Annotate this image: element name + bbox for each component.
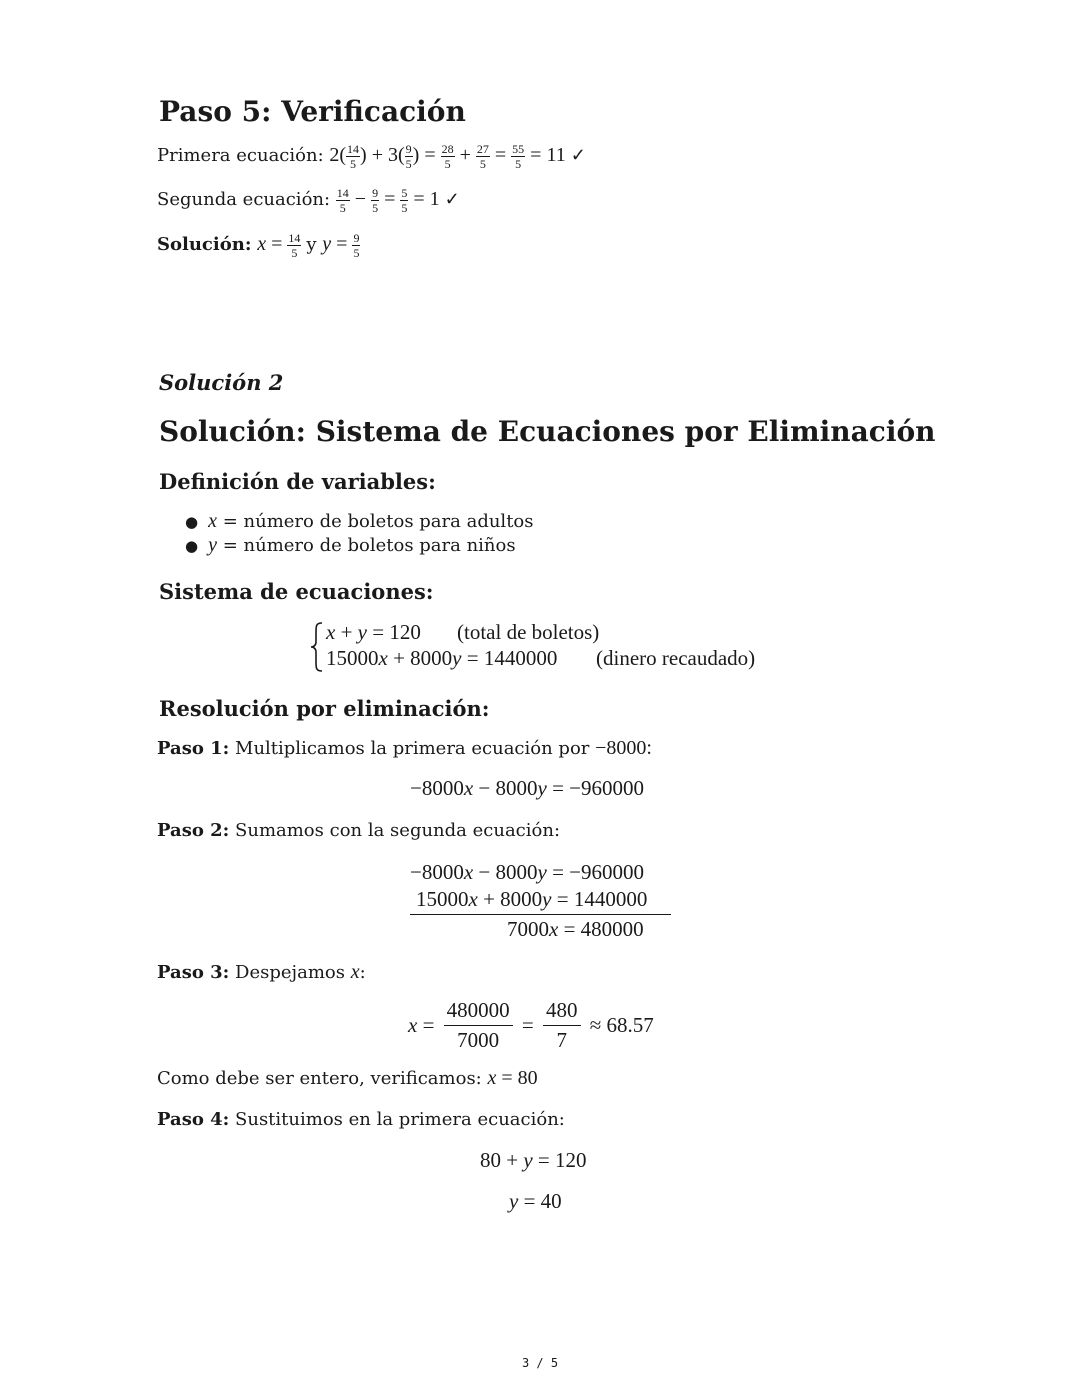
verificacion-segunda: Segunda ecuación: $\frac{14}{5}$ − $\frac{9}{5}$ = $\frac{5}{5}$ = 1 ✓ [157,186,460,215]
paso3-label: Paso 3: [157,962,230,983]
paso3: Paso 3: Despejamos x: [157,961,366,983]
paso5-heading: Paso 5: Verificación [159,95,466,128]
variable-list [185,510,534,558]
solucion-final: Solución: x = $\frac{14}{5}$ y y = $\frac{9}{5}$ [157,231,360,260]
paso2-label: Paso 2: [157,820,230,841]
list-item: ● y = número de boletos para niños [185,534,516,556]
ecuacion-paso4-2: y = 40 [509,1189,562,1213]
solucion-label: Solución: [157,234,252,256]
como-text: Como debe ser entero, verificamos: [157,1068,488,1089]
paso2 [157,820,560,841]
resolucion-heading: Resolución por eliminación: [159,696,490,721]
solucion2-title: Solución 2 [159,370,284,395]
y-word: y [306,234,317,256]
paso4-text: Sustituimos en la primera ecuación: [229,1109,565,1130]
variable-text: = número de boletos para niños [216,535,516,556]
suma-resultado: 7000x = 480000 [507,917,644,941]
primera-label: Primera ecuación: [157,145,330,167]
paso3-text: Despejamos [229,962,351,983]
ecuacion-paso4-1: 80 + y = 120 [480,1148,587,1172]
list-item: ● x = número de boletos para adultos [185,510,534,532]
main-heading: Solución: Sistema de Ecuaciones por Eliminación [159,415,936,448]
nota-total-boletos: (total de boletos) [457,620,600,644]
como-entero: Como debe ser entero, verificamos: x = 80 [157,1067,538,1089]
sistema-heading: Sistema de ecuaciones: [159,579,434,604]
paso2-text: Sumamos con la segunda ecuación: [229,820,561,841]
paso4 [157,1109,565,1130]
paso1: Paso 1: Multiplicamos la primera ecuación por −8000: [157,737,652,759]
check-icon: ✓ [444,189,460,211]
suma-fila-2: 15000x + 8000y = 1440000 [416,887,648,911]
ecuacion-paso3: x = $\frac{480000}{7000}$ = $\frac{480}{7}$ ≈ 68.57 [408,998,654,1052]
variable-text: = número de boletos para adultos [216,511,534,532]
ecuacion-paso1: −8000x − 8000y = −960000 [410,776,645,800]
suma-fila-1: −8000x − 8000y = −960000 [410,860,645,884]
paso1-label: Paso 1: [157,738,230,759]
check-icon: ✓ [570,145,586,167]
ecuacion-1: x + y = 120 [326,620,421,644]
suma-linea [410,914,671,915]
ecuacion-2: 15000x + 8000y = 1440000 [326,646,558,670]
page-number: 3 / 5 [521,1356,559,1370]
segunda-label: Segunda ecuación: [157,189,336,211]
paso1-text: Multiplicamos la primera ecuación por [229,738,596,759]
variable-symbol: y [208,534,217,556]
variables-heading: Definición de variables: [159,469,436,494]
paso4-label: Paso 4: [157,1109,230,1130]
nota-dinero-recaudado: (dinero recaudado) [596,646,756,670]
brace-icon [310,622,324,672]
variable-symbol: x [208,510,217,532]
verificacion-primera: Primera ecuación: 2( $\frac{14}{5}$ ) + 3( $\frac{9}{5}$ ) = $\frac{28}{5}$ + $\frac{27}{5}$ = $\frac{55}{5}$ = 11 ✓ [157,142,586,171]
